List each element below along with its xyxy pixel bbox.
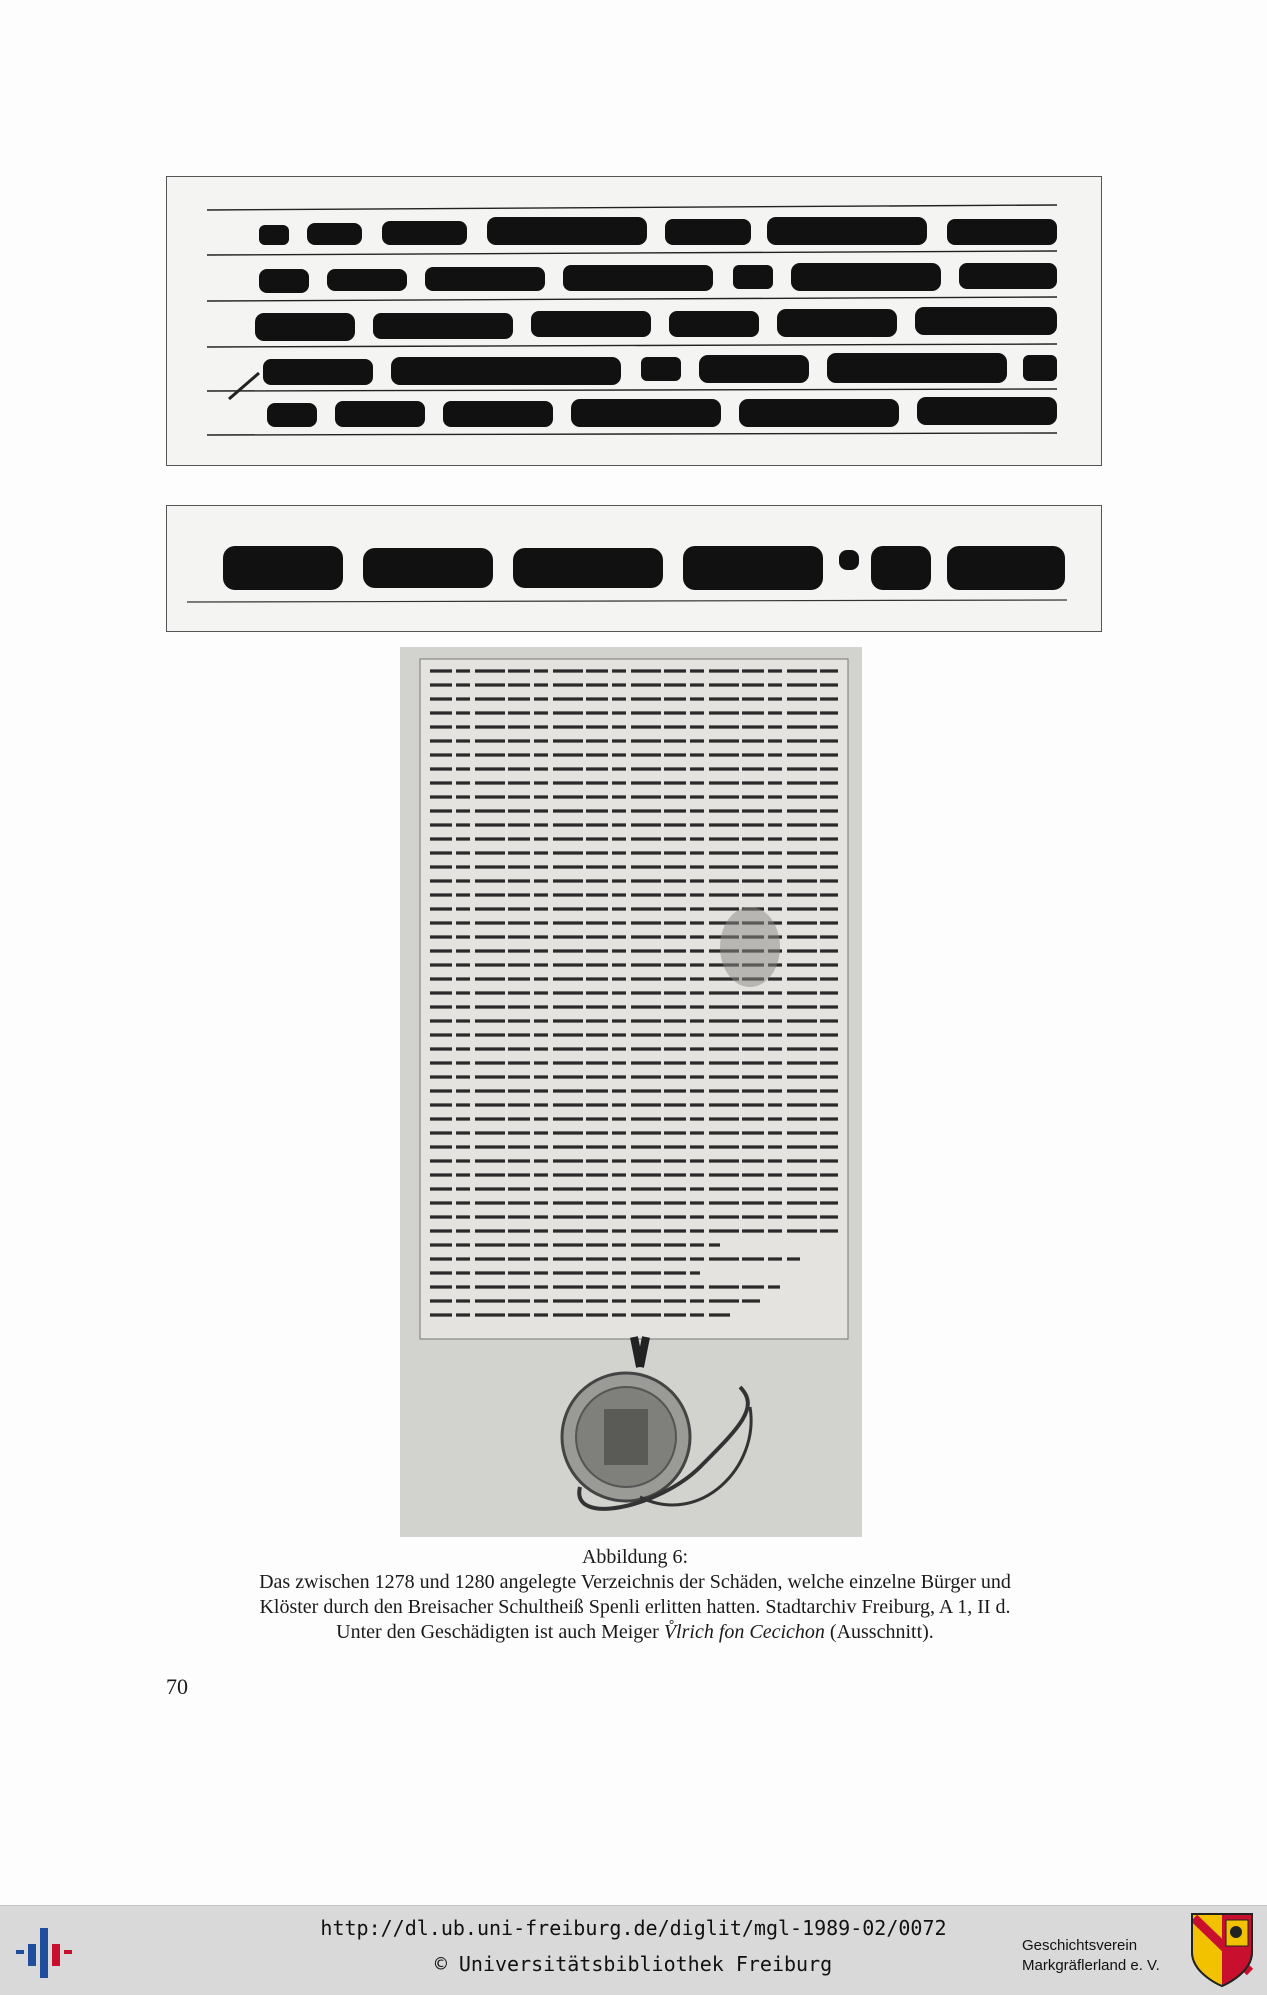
figure-caption (160, 1545, 1110, 1645)
caption-line-1: Das zwischen 1278 und 1280 angelegte Verzeichnis der Schäden, welche einzelne Bürger und (259, 1571, 1011, 1593)
manuscript-excerpt-large (166, 176, 1102, 466)
manuscript-detail-image (167, 506, 1101, 631)
copyright-notice: © Universitätsbibliothek Freiburg (434, 1952, 833, 1976)
permalink-url[interactable]: http://dl.ub.uni-freiburg.de/diglit/mgl-1989-02/0072 (320, 1916, 947, 1940)
document-photograph (400, 647, 862, 1537)
viewer-footer (0, 1905, 1267, 1995)
document-with-seal-image (400, 647, 862, 1537)
manuscript-lines-image (167, 177, 1101, 465)
caption-person-name: V̊lrich fon Cecichon (663, 1621, 825, 1643)
page-number: 70 (166, 1674, 188, 1699)
caption-line-3-post: (Ausschnitt). (824, 1621, 934, 1643)
manuscript-excerpt-detail (166, 505, 1102, 632)
society-line-2: Markgräflerland e. V. (1022, 1957, 1160, 1974)
coat-of-arms-icon[interactable] (1190, 1912, 1254, 1988)
society-name (1022, 1936, 1192, 1976)
caption-line-2: Klöster durch den Breisacher Schultheiß Spenli erlitten hatten. Stadtarchiv Freiburg, A 1, II d. (259, 1596, 1011, 1618)
caption-title: Abbildung 6: (581, 1546, 689, 1568)
caption-line-3 (160, 1620, 1110, 1645)
caption-line-3-pre: Unter den Geschädigten ist auch Meiger (336, 1621, 664, 1643)
society-line-1: Geschichtsverein (1022, 1937, 1138, 1954)
